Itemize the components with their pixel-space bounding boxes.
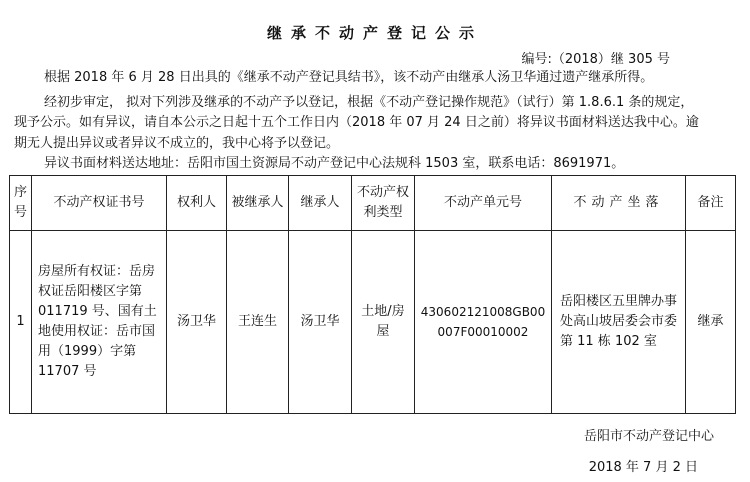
cell-decedent: 王连生 xyxy=(227,231,289,414)
header-right-type: 不动产权利类型 xyxy=(352,176,415,231)
cell-holder: 汤卫华 xyxy=(167,231,227,414)
cell-right-type: 土地/房屋 xyxy=(352,231,415,414)
document-number: 编号:（2018）继 305 号 xyxy=(521,52,670,67)
header-decedent: 被继承人 xyxy=(227,176,289,231)
cell-seq: 1 xyxy=(10,231,32,414)
header-location: 不动产坐落 xyxy=(552,176,686,231)
header-heir: 继承人 xyxy=(289,176,352,231)
header-note: 备注 xyxy=(686,176,736,231)
cell-cert: 房屋所有权证：岳房权证岳阳楼区字第 011719 号、国有土地使用权证：岳市国用（1999）字第 11707 号 xyxy=(32,231,167,414)
objection-address: 异议书面材料送达地址：岳阳市国土资源局不动产登记中心法规科 1503 室，联系电话：8691971。 xyxy=(44,156,625,171)
table-row xyxy=(10,231,736,414)
issue-date: 2018 年 7 月 2 日 xyxy=(588,460,698,475)
header-unit-no: 不动产单元号 xyxy=(415,176,552,231)
paragraph-3: 现予公示。如有异议，请自本公示之日起十五个工作日内（2018 年 07 月 24 日之前）将异议书面材料送达我中心。逾 xyxy=(14,115,699,130)
cell-note: 继承 xyxy=(686,231,736,414)
paragraph-2: 经初步审定， 拟对下列涉及继承的不动产予以登记，根据《不动产登记操作规范》（试行）第 1.8.6.1 条的规定， xyxy=(44,95,694,110)
header-holder: 权利人 xyxy=(167,176,227,231)
table-header-row xyxy=(10,176,736,231)
paragraph-4: 期无人提出异议或者异议不成立的，我中心将予以登记。 xyxy=(14,136,340,151)
cell-unit-no: 430602121008GB00007F00010002 xyxy=(415,231,552,414)
header-cert: 不动产权证书号 xyxy=(32,176,167,231)
issuer-name: 岳阳市不动产登记中心 xyxy=(583,429,714,444)
paragraph-1: 根据 2018 年 6 月 28 日出具的《继承不动产登记具结书》，该不动产由继承人汤卫华通过遗产继承所得。 xyxy=(44,70,654,85)
cell-heir: 汤卫华 xyxy=(289,231,352,414)
document-title: 继承不动产登记公示 xyxy=(266,24,483,42)
header-seq: 序号 xyxy=(10,176,32,231)
cell-location: 岳阳楼区五里牌办事处高山坡居委会市委第 11 栋 102 室 xyxy=(552,231,686,414)
registration-table xyxy=(9,175,736,414)
